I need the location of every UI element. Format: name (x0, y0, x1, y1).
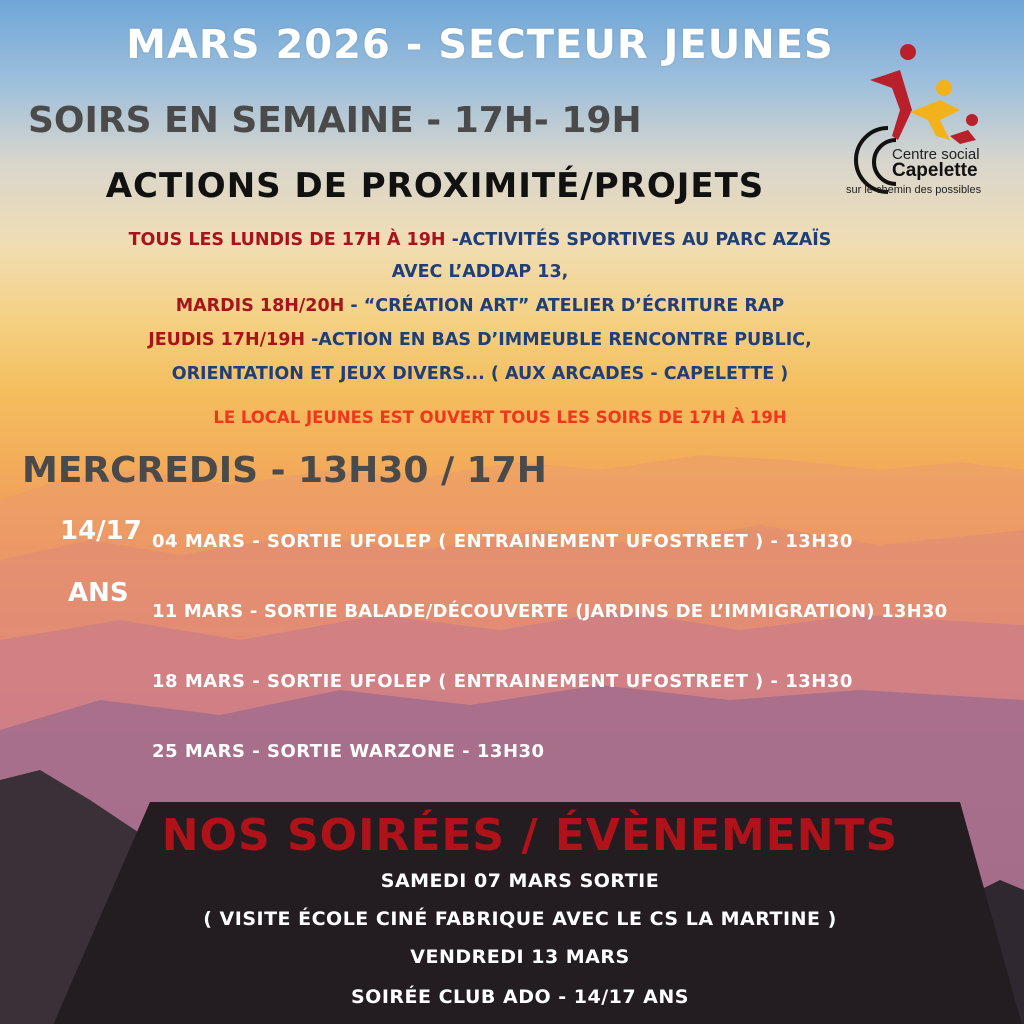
events-heading: NOS SOIRÉES / ÉVÈNEMENTS (161, 810, 899, 861)
mercredis-heading: MERCREDIS - 13H30 / 17H (22, 450, 547, 491)
mardi-time: MARDIS 18H/20H (175, 296, 345, 316)
age-range-unit: ANS (68, 578, 129, 608)
mardi-line (0, 296, 960, 316)
sortie-item: 11 MARS - SORTIE BALADE/DÉCOUVERTE (JARDINS DE L’IMMIGRATION) 13H30 (152, 601, 948, 622)
lundi-time: TOUS LES LUNDIS DE 17H À 19H (128, 230, 446, 250)
lundi-partner: AVEC L’ADDAP 13, (391, 262, 569, 282)
age-range: 14/17 (60, 516, 142, 546)
event-line: SOIRÉE CLUB ADO - 14/17 ANS (351, 986, 689, 1008)
logo-tagline: sur le chemin des possibles (846, 184, 982, 196)
lundi-line (0, 230, 960, 250)
event-line: VENDREDI 13 MARS (410, 946, 630, 968)
sortie-item: 25 MARS - SORTIE WARZONE - 13H30 (152, 741, 545, 762)
jeudi-line (0, 330, 960, 350)
page-title: MARS 2026 - SECTEUR JEUNES (126, 22, 834, 68)
weekday-heading: SOIRS EN SEMAINE - 17H- 19H (28, 100, 642, 141)
sortie-item: 04 MARS - SORTIE UFOLEP ( ENTRAINEMENT UFOSTREET ) - 13H30 (152, 531, 853, 552)
local-opening: LE LOCAL JEUNES EST OUVERT TOUS LES SOIRS DE 17H À 19H (213, 408, 787, 427)
sortie-item: 18 MARS - SORTIE UFOLEP ( ENTRAINEMENT UFOSTREET ) - 13H30 (152, 671, 853, 692)
mardi-activity: - “CRÉATION ART” ATELIER D’ÉCRITURE RAP (350, 296, 785, 316)
lundi-activity: -ACTIVITÉS SPORTIVES AU PARC AZAÏS (451, 230, 832, 250)
logo-name-line2: Capelette (892, 160, 978, 181)
event-line: ( VISITE ÉCOLE CINÉ FABRIQUE AVEC LE CS LA MARTINE ) (203, 908, 837, 930)
jeudi-activity: -ACTION EN BAS D’IMMEUBLE RENCONTRE PUBLIC, (311, 330, 812, 350)
jeudi-details: ORIENTATION ET JEUX DIVERS... ( AUX ARCADES - CAPELETTE ) (171, 364, 789, 384)
actions-heading: ACTIONS DE PROXIMITÉ/PROJETS (105, 166, 765, 206)
logo-name-line1: Centre social (892, 146, 980, 163)
jeudi-time: JEUDIS 17H/19H (148, 330, 306, 350)
event-line: SAMEDI 07 MARS SORTIE (380, 870, 660, 892)
